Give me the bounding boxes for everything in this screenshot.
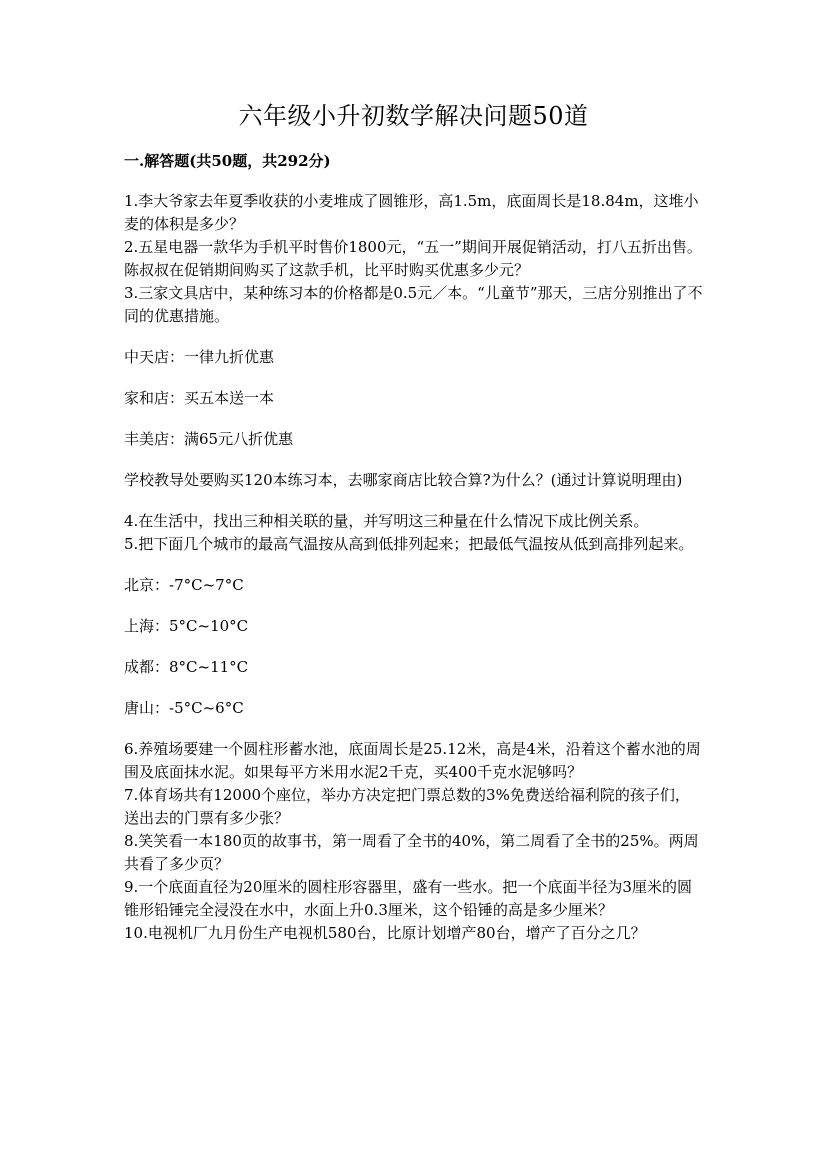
question-5: 5.把下面几个城市的最高气温按从高到低排列起来；把最低气温按从低到高排列起来。 [124, 535, 694, 553]
question-3-prompt: 学校教导处要购买120本练习本，去哪家商店比较合算?为什么？(通过计算说明理由) [124, 471, 683, 489]
question-3-option-zhongtian: 中天店：一律九折优惠 [124, 348, 275, 366]
question-3-option-fengmei: 丰美店：满65元八折优惠 [124, 430, 294, 448]
question-5-chengdu: 成都：8°C~11°C [124, 658, 249, 676]
question-4: 4.在生活中，找出三种相关联的量，并写明这三种量在什么情况下成比例关系。 [124, 512, 649, 530]
question-5-shanghai: 上海：5°C~10°C [124, 617, 249, 635]
section-heading: 一.解答题(共50题，共292分) [124, 152, 331, 170]
questions-list [124, 190, 704, 945]
question-7: 7.体育场共有12000个座位，举办方决定把门票总数的3%免费送给福利院的孩子们，送出去的门票有多少张？ [124, 786, 690, 827]
question-3-option-jiahe: 家和店：买五本送一本 [124, 389, 275, 407]
question-9: 9.一个底面直径为20厘米的圆柱形容器里，盛有一些水。把一个底面半径为3厘米的圆锥形铅锤完全浸没在水中，水面上升0.3厘米，这个铅锤的高是多少厘米？ [124, 878, 692, 919]
question-5-tangshan: 唐山：-5°C~6°C [124, 699, 244, 717]
page-title: 六年级小升初数学解决问题50道 [238, 102, 589, 130]
question-10: 10.电视机厂九月份生产电视机580台，比原计划增产80台，增产了百分之几？ [124, 924, 646, 942]
question-6: 6.养殖场要建一个圆柱形蓄水池，底面周长是25.12米，高是4米，沿着这个蓄水池的周围及底面抹水泥。如果每平方米用水泥2千克，买400千克水泥够吗？ [124, 740, 701, 781]
question-2: 2.五星电器一款华为手机平时售价1800元，“五一”期间开展促销活动，打八五折出售。陈叔叔在促销期间购买了这款手机，比平时购买优惠多少元？ [124, 238, 702, 279]
question-1: 1.李大爷家去年夏季收获的小麦堆成了圆锥形，高1.5m，底面周长是18.84m，这堆小麦的体积是多少？ [124, 192, 699, 233]
question-5-beijing: 北京：-7°C~7°C [124, 576, 244, 594]
question-3: 3.三家文具店中，某种练习本的价格都是0.5元／本。“儿童节”那天，三店分别推出了不同的优惠措施。 [124, 284, 703, 325]
question-8: 8.笑笑看一本180页的故事书，第一周看了全书的40%，第二周看了全书的25%。两周共看了多少页？ [124, 832, 699, 873]
